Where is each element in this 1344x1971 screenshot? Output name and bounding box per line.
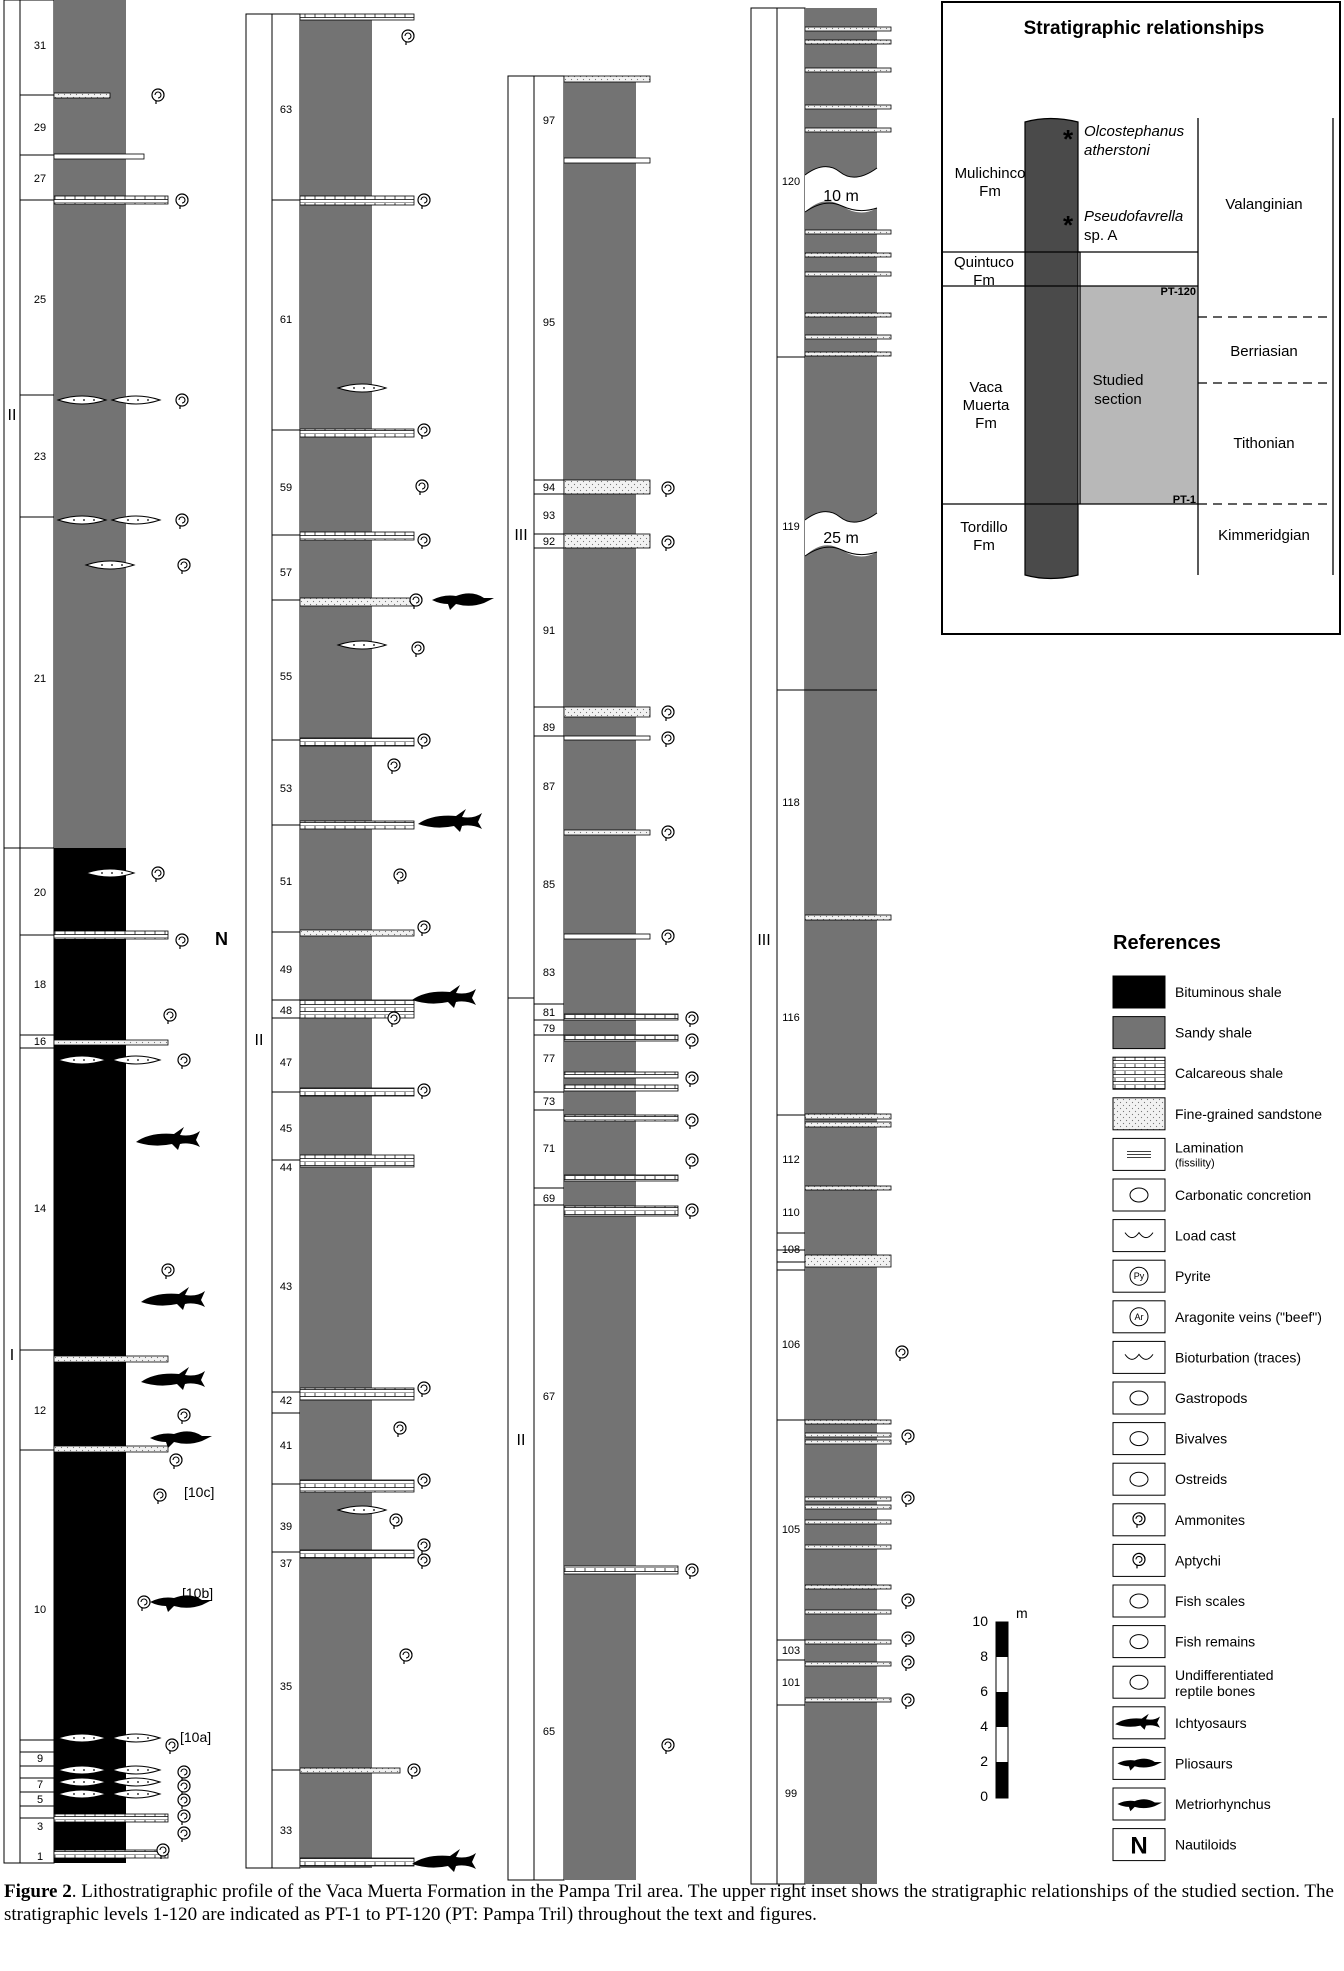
legend-item: [1113, 1138, 1244, 1170]
level-97: 97: [542, 115, 556, 127]
legend-label: Calcareous shale: [1175, 1065, 1284, 1082]
legend-item: [1113, 1747, 1233, 1779]
fossil-olcostephanus-line2: atherstoni: [1084, 142, 1150, 159]
level-69: 69: [542, 1193, 556, 1205]
column-3: [508, 76, 698, 1880]
legend-item: [1113, 1423, 1227, 1455]
level-5: 5: [36, 1794, 44, 1806]
level-85: 85: [542, 879, 556, 891]
level-103: 103: [781, 1645, 801, 1657]
level-48: 48: [279, 1005, 293, 1017]
legend-sublabel: (fissility): [1175, 1157, 1215, 1170]
level-45: 45: [279, 1123, 293, 1135]
sandy-shale-body: [300, 14, 372, 1868]
level-79: 79: [542, 1023, 556, 1035]
level-71: 71: [542, 1143, 556, 1155]
level-7: 7: [36, 1779, 44, 1791]
level-1: 1: [36, 1851, 44, 1863]
legend-label: Bioturbation (traces): [1175, 1349, 1302, 1366]
legend-item: [1113, 1017, 1252, 1049]
level-20: 20: [33, 887, 47, 899]
level-94: 94: [542, 482, 556, 494]
column-4: [751, 8, 914, 1884]
formation-vaca-muerta-line1: Vaca: [969, 379, 1003, 396]
formation-quintuco-line2: Fm: [973, 272, 995, 289]
legend-label: Bituminous shale: [1175, 984, 1282, 1000]
unit-label-II: II: [254, 1032, 264, 1049]
level-3: 3: [36, 1821, 44, 1833]
scale-tick-10: 10: [972, 1613, 988, 1629]
level-31: 31: [33, 40, 47, 52]
scale-tick-6: 6: [980, 1683, 988, 1699]
level-87: 87: [542, 781, 556, 793]
legend-label: Carbonatic concretion: [1175, 1187, 1312, 1203]
bituminous-shale-body: [54, 848, 126, 1863]
level-55: 55: [279, 671, 293, 683]
level-35: 35: [279, 1681, 293, 1693]
legend-label: Fine-grained sandstone: [1175, 1105, 1323, 1122]
level-83: 83: [542, 967, 556, 979]
level-box: [20, 0, 54, 1863]
legend-item: [1113, 1341, 1301, 1373]
legend-label: Lamination: [1175, 1139, 1244, 1156]
legend-label: Pliosaurs: [1175, 1755, 1233, 1772]
legend-item: [1113, 1504, 1245, 1536]
legend-item: [1113, 1179, 1311, 1211]
level-120: 120: [781, 176, 801, 188]
scale-tick-8: 8: [980, 1648, 988, 1664]
caption-text: . Lithostratigraphic profile of the Vaca Muerta Formation in the Pampa Tril area. The upper right inset shows the stratigraphic relationships of the studied section. The stratigraphic levels 1-120 are indicated as PT-1 to PT-120 (PT: Pampa Tril) throughout the text and figures.: [4, 1881, 1334, 1925]
pyrite-icon-glyph: Py: [1133, 1271, 1145, 1282]
level-108: 108: [781, 1244, 801, 1256]
level-51: 51: [279, 876, 293, 888]
level-106: 106: [781, 1339, 801, 1351]
sandy-shale-body: [54, 0, 126, 848]
legend-label: Ostreids: [1175, 1471, 1228, 1488]
annotation-10b: [10b]: [182, 1585, 214, 1601]
fine-sandstone-swatch: [1113, 1098, 1165, 1130]
scale-bar: [972, 1605, 1027, 1804]
legend-item: [1113, 1788, 1271, 1820]
gap-label-25m: 25 m: [823, 530, 859, 547]
legend-label: Undifferentiated: [1175, 1667, 1274, 1684]
caption-label: Figure 2: [4, 1881, 72, 1902]
level-92: 92: [542, 536, 556, 548]
formation-quintuco-line1: Quintuco: [953, 254, 1015, 271]
level-101: 101: [781, 1677, 801, 1689]
pt-bottom-label: PT-1: [1172, 494, 1196, 506]
age-tithonian: Tithonian: [1233, 435, 1295, 452]
figure-caption: [4, 1880, 1340, 1926]
level-61: 61: [279, 314, 293, 326]
level-16: 16: [33, 1036, 47, 1048]
studied-label-line1: Studied: [1092, 372, 1144, 389]
level-110: 110: [782, 1207, 800, 1219]
fossil-olcostephanus-line1: Olcostephanus: [1084, 123, 1185, 140]
legend-item: [1113, 1544, 1221, 1576]
legend-item: [1113, 1382, 1247, 1414]
bituminous-shale-swatch: [1113, 976, 1165, 1008]
level-73: 73: [542, 1096, 556, 1108]
nautiloid-icon-glyph: N: [1130, 1832, 1148, 1860]
legend-label: Aragonite veins ("beef"): [1175, 1308, 1322, 1325]
level-116: 116: [782, 1012, 800, 1024]
stratigraphic-relationships-inset: [942, 2, 1340, 634]
level-81: 81: [542, 1007, 556, 1019]
level-25: 25: [33, 294, 47, 306]
legend-label: Bivalves: [1175, 1430, 1228, 1447]
gap-label-10m: 10 m: [823, 188, 859, 205]
unit-box-II: [4, 0, 20, 848]
level-95: 95: [542, 317, 556, 329]
scale-tick-4: 4: [980, 1718, 988, 1734]
level-93: 93: [542, 510, 556, 522]
level-65: 65: [542, 1726, 556, 1738]
level-44: 44: [279, 1162, 293, 1174]
unit-box-II: [246, 14, 272, 1868]
level-99: 99: [784, 1788, 798, 1800]
level-23: 23: [33, 451, 47, 463]
level-77: 77: [542, 1053, 556, 1065]
level-14: 14: [33, 1203, 47, 1215]
bioturbation-icon: [1113, 1341, 1165, 1373]
section-column: [1025, 119, 1078, 579]
scale-unit: m: [1016, 1605, 1028, 1621]
sandy-shale-body: [564, 76, 636, 1880]
legend-label: Fish remains: [1175, 1633, 1256, 1650]
legend-item: [1113, 1057, 1283, 1089]
aragonite-icon-glyph: Ar: [1134, 1311, 1144, 1322]
level-105: 105: [781, 1524, 801, 1536]
age-berriasian: Berriasian: [1230, 343, 1298, 360]
column-1: [4, 0, 228, 1863]
legend-item: [1113, 1301, 1322, 1333]
level-37: 37: [279, 1558, 293, 1570]
level-41: 41: [279, 1440, 293, 1452]
pt-top-label: PT-120: [1160, 286, 1196, 298]
legend-item: [1113, 1829, 1236, 1861]
legend-label: Sandy shale: [1175, 1024, 1253, 1041]
level-63: 63: [279, 104, 293, 116]
formation-tordillo-line2: Fm: [973, 537, 995, 554]
level-12: 12: [33, 1405, 47, 1417]
legend-label: Fish scales: [1175, 1593, 1246, 1609]
legend-item: [1113, 1463, 1227, 1495]
annotation-10c: [10c]: [184, 1484, 215, 1500]
scale-tick-2: 2: [980, 1753, 988, 1769]
formation-vaca-muerta-line2: Muerta: [962, 397, 1010, 414]
level-18: 18: [33, 979, 47, 991]
level-91: 91: [542, 625, 556, 637]
level-119: 119: [782, 521, 800, 533]
references-title: References: [1113, 932, 1221, 954]
level-57: 57: [279, 567, 293, 579]
level-21: 21: [33, 673, 47, 685]
level-49: 49: [279, 964, 293, 976]
age-kimmeridgian: Kimmeridgian: [1218, 527, 1310, 544]
fossil-pseudofavrella-line1: Pseudofavrella: [1084, 208, 1184, 225]
level-33: 33: [279, 1825, 293, 1837]
unit-label-III: III: [757, 932, 771, 949]
unit-label-II: II: [516, 1432, 526, 1449]
calcareous-shale-swatch: [1113, 1057, 1165, 1089]
level-9: 9: [36, 1753, 44, 1765]
inset-title: Stratigraphic relationships: [1023, 18, 1265, 39]
legend-label: Load cast: [1175, 1227, 1236, 1244]
fossil-marker-olcostephanus: *: [1062, 124, 1074, 154]
fossil-pseudofavrella-line2: sp. A: [1084, 227, 1118, 244]
level-89: 89: [542, 722, 556, 734]
unit-label-I: I: [9, 1347, 15, 1364]
level-53: 53: [279, 783, 293, 795]
references-legend: [1113, 932, 1322, 1861]
sandy-shale-body: [805, 8, 877, 1884]
legend-label: Nautiloids: [1175, 1836, 1237, 1853]
studied-label-line2: section: [1094, 391, 1142, 408]
level-29: 29: [33, 122, 47, 134]
level-47: 47: [279, 1057, 293, 1069]
legend-label: Ammonites: [1175, 1511, 1246, 1528]
fossil-marker-pseudofavrella: *: [1062, 210, 1074, 240]
unit-label-III: III: [514, 527, 528, 544]
level-10: 10: [33, 1604, 47, 1616]
legend-sublabel: reptile bones: [1175, 1683, 1256, 1700]
level-118: 118: [782, 797, 800, 809]
formation-mulichinco-line2: Fm: [979, 183, 1001, 200]
load-cast-icon: [1113, 1220, 1165, 1252]
annotation-10a: [10a]: [180, 1729, 212, 1745]
legend-item: [1113, 1626, 1255, 1658]
formation-mulichinco-line1: Mulichinco: [954, 165, 1026, 182]
legend-label: Pyrite: [1175, 1268, 1211, 1285]
legend-label: Aptychi: [1175, 1552, 1221, 1569]
legend-item: [1113, 1666, 1274, 1699]
legend-item: [1113, 976, 1282, 1008]
nautiloid-marker: N: [215, 929, 228, 949]
column-2: [246, 14, 494, 1872]
sandy-shale-swatch: [1113, 1017, 1165, 1049]
legend-item: [1113, 1220, 1236, 1252]
legend-label: Gastropods: [1175, 1390, 1248, 1406]
formation-tordillo-line1: Tordillo: [960, 519, 1008, 536]
scale-tick-0: 0: [980, 1788, 988, 1804]
legend-label: Ichtyosaurs: [1175, 1714, 1247, 1731]
age-valanginian: Valanginian: [1225, 196, 1303, 213]
level-59: 59: [279, 482, 293, 494]
legend-item: [1113, 1707, 1247, 1739]
legend-item: [1113, 1260, 1211, 1292]
level-43: 43: [279, 1281, 293, 1293]
level-112: 112: [782, 1154, 800, 1166]
level-67: 67: [542, 1391, 556, 1403]
legend-item: [1113, 1098, 1322, 1130]
legend-label: Metriorhynchus: [1175, 1796, 1271, 1812]
level-42: 42: [279, 1395, 293, 1407]
formation-vaca-muerta-line3: Fm: [975, 415, 997, 432]
level-27: 27: [33, 173, 47, 185]
legend-item: [1113, 1585, 1245, 1617]
level-39: 39: [279, 1521, 293, 1533]
unit-label-II: II: [7, 407, 17, 424]
